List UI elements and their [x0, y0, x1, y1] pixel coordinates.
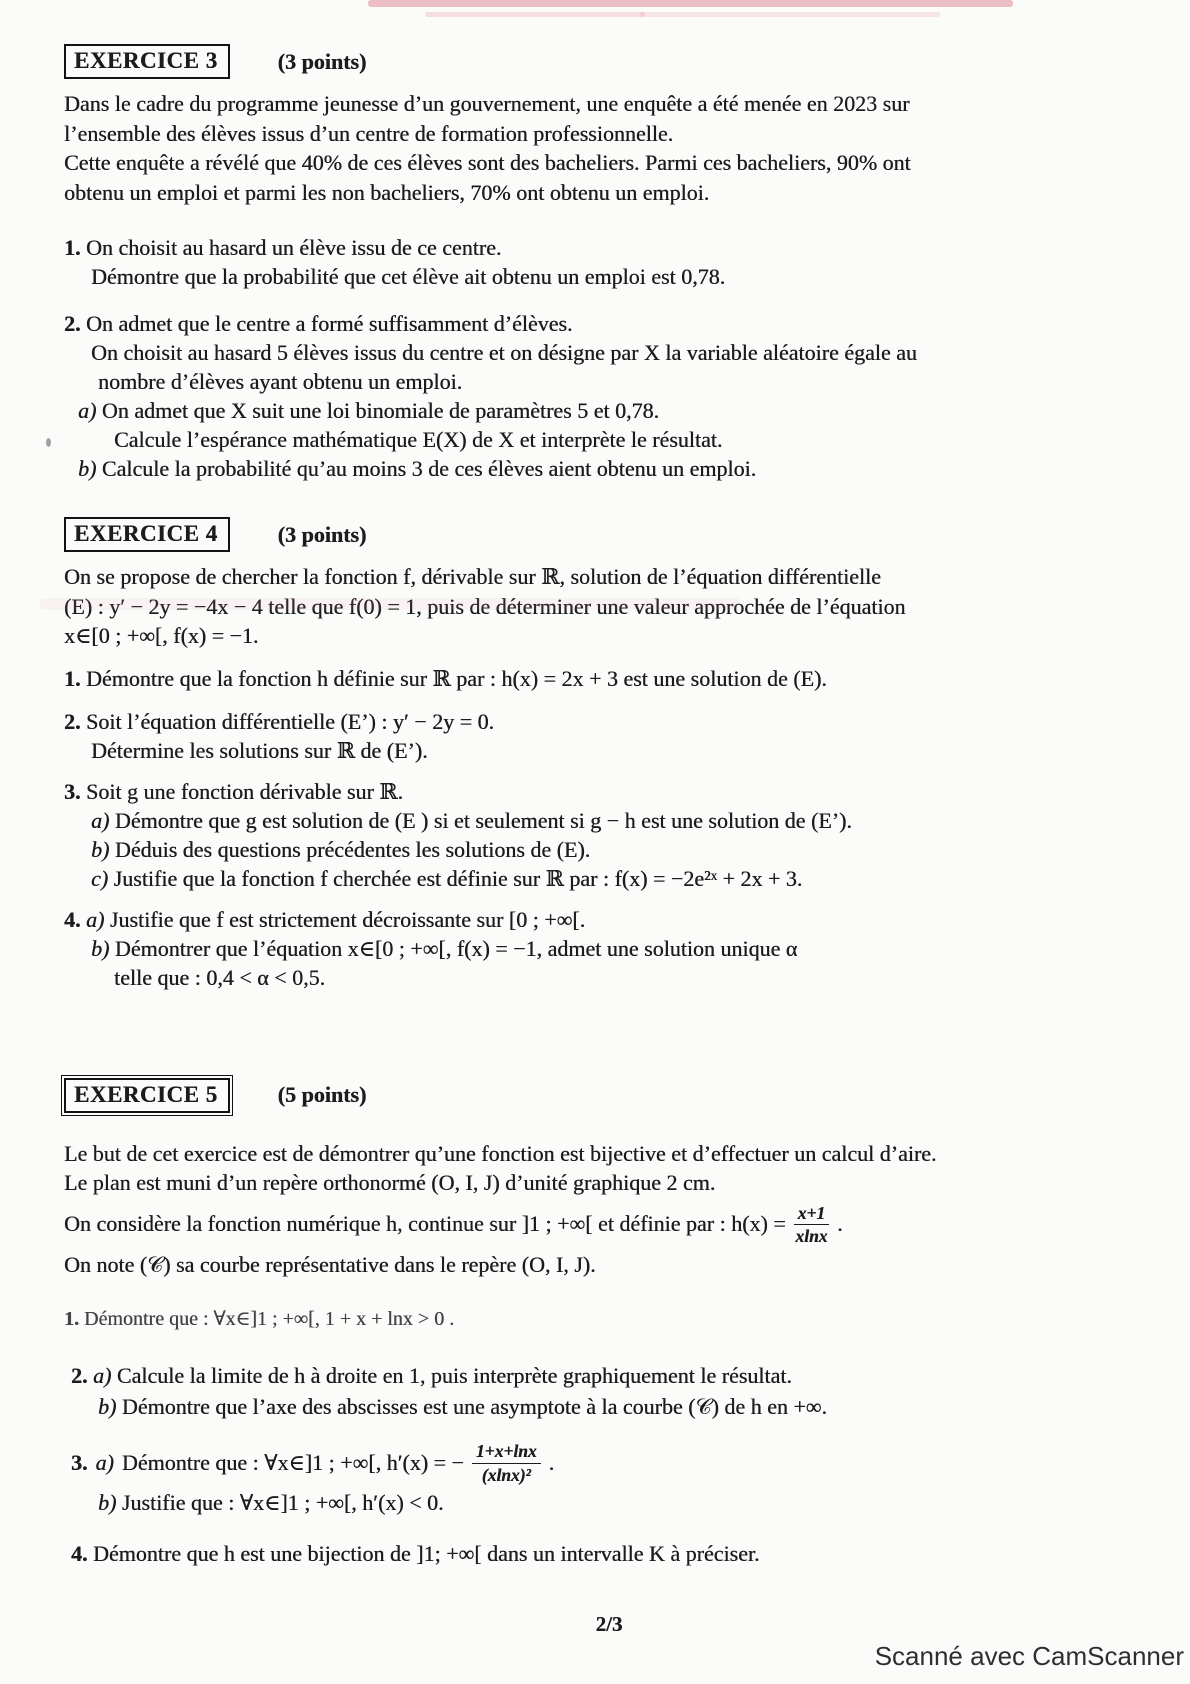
- question-number: 1.: [64, 665, 81, 691]
- text-line: [64, 806, 1154, 835]
- item-label: b): [98, 1490, 117, 1515]
- line-text: Démontre que : ∀x∈]1 ; +∞[, 1 + x + lnx > 0 .: [84, 1308, 455, 1330]
- exercise-5-intro: [64, 1139, 1154, 1280]
- camscanner-watermark: Scanné avec CamScanner: [874, 1641, 1184, 1671]
- exercise-3-title: EXERCICE 3: [64, 44, 230, 79]
- question-number: 2.: [64, 708, 81, 734]
- red-scan-artifact: [368, 0, 1013, 7]
- text-line: Détermine les solutions sur ℝ de (E’).: [91, 737, 428, 763]
- text-line: [64, 905, 1154, 934]
- line-text: Démontre que : ∀x∈]1 ; +∞[, h′(x) = −: [121, 1449, 464, 1475]
- question-number: 3.: [71, 1449, 88, 1475]
- line-text: On admet que X suit une loi binomiale de paramètres 5 et 0,78.: [101, 398, 660, 423]
- question-number: 4.: [71, 1541, 88, 1566]
- pink-scan-streak: [40, 598, 740, 610]
- fraction: [794, 1203, 829, 1246]
- exercise-4-question-4: [64, 905, 1154, 992]
- item-label: a): [91, 807, 110, 833]
- line-text: Justifie que f est strictement décroissante sur [0 ; +∞[.: [109, 906, 586, 932]
- page-number: 2/3: [595, 1612, 623, 1636]
- text-line: obtenu un emploi et parmi les non bacheliers, 70% ont obtenu un emploi.: [64, 179, 710, 205]
- exercise-4-question-2: [64, 707, 1154, 765]
- text-line: [64, 664, 1154, 693]
- item-label: b): [91, 836, 110, 862]
- item-label: b): [91, 935, 110, 961]
- text-line: [64, 835, 1154, 864]
- item-label: a): [93, 1363, 112, 1388]
- fraction: [472, 1441, 541, 1484]
- line-text: Justifie que : ∀x∈]1 ; +∞[, h′(x) < 0.: [121, 1490, 444, 1515]
- line-text: Déduis des questions précédentes les solutions de (E).: [114, 836, 591, 862]
- fraction-denominator: xlnx: [795, 1226, 828, 1246]
- text-line: [64, 1305, 1154, 1334]
- exercise-4-header: [64, 517, 1154, 552]
- exercise-5-points: (5 points): [277, 1082, 367, 1107]
- red-scan-artifact: [425, 12, 645, 17]
- exercise-5: [64, 1078, 1154, 1569]
- text-line: [64, 1391, 1154, 1422]
- question-number: 1.: [64, 1308, 79, 1330]
- text-line: [64, 864, 1154, 893]
- text-line: Démontre que la probabilité que cet élève ait obtenu un emploi est 0,78.: [91, 264, 726, 289]
- text-line: [64, 1360, 1154, 1391]
- fraction-denominator: (xlnx)²: [481, 1464, 531, 1485]
- exercise-5-question-4: [64, 1539, 1154, 1568]
- line-text: Démontrer que l’équation x∈[0 ; +∞[, f(x) = −1, admet une solution unique α: [114, 935, 798, 961]
- text-line: nombre d’élèves ayant obtenu un emploi.: [98, 369, 463, 394]
- exercise-3: [64, 44, 1154, 483]
- text-line: Le plan est muni d’un repère orthonormé (O, I, J) d’unité graphique 2 cm.: [64, 1170, 716, 1195]
- line-text: Démontre que la fonction h définie sur ℝ par : h(x) = 2x + 3 est une solution de (E).: [86, 665, 827, 691]
- text-line: On note (𝒞) sa courbe représentative dans le repère (O, I, J).: [64, 1251, 596, 1277]
- text-line: Calcule l’espérance mathématique E(X) de X et interprète le résultat.: [114, 427, 723, 452]
- exercise-3-points: (3 points): [277, 48, 367, 74]
- exercise-5-header: [64, 1078, 1154, 1113]
- fraction-numerator: 1+x+lnx: [472, 1441, 541, 1463]
- line-text: On choisit au hasard un élève issu de ce centre.: [86, 235, 502, 260]
- function-definition-line: [64, 1198, 1154, 1250]
- question-number: 4.: [64, 906, 81, 932]
- item-label: c): [91, 865, 109, 891]
- red-scan-artifact: [640, 12, 940, 17]
- text-line: [64, 396, 1154, 425]
- line-text: Démontre que h est une bijection de ]1; +∞[ dans un intervalle K à préciser.: [93, 1541, 760, 1566]
- text-line: [64, 1539, 1154, 1568]
- question-number: 1.: [64, 235, 81, 260]
- text-line: l’ensemble des élèves issus d’un centre de formation professionnelle.: [64, 120, 674, 146]
- text-line: [64, 707, 1154, 736]
- text-line: Cette enquête a révélé que 40% de ces élèves sont des bacheliers. Parmi ces bacheliers, 90% ont: [64, 150, 911, 175]
- scan-speck: [46, 438, 51, 447]
- line-text: On admet que le centre a formé suffisamment d’élèves.: [86, 311, 573, 336]
- line-text: .: [837, 1210, 843, 1236]
- text-line: (E) : y′ − 2y = −4x − 4 telle que f(0) = 1, puis de déterminer une valeur approchée de l’équation: [64, 593, 906, 619]
- exercise-4: [64, 517, 1154, 992]
- text-line: x∈[0 ; +∞[, f(x) = −1.: [64, 623, 259, 648]
- text-line: [64, 233, 1154, 262]
- item-label: a): [86, 906, 105, 932]
- exercise-5-question-2: [64, 1360, 1154, 1422]
- exercise-4-question-1: [64, 664, 1154, 693]
- item-label: b): [98, 1394, 117, 1419]
- exercise-5-question-3: [64, 1436, 1154, 1517]
- line-text: Soit l’équation différentielle (E’) : y′ − 2y = 0.: [86, 708, 495, 734]
- line-text: Soit g une fonction dérivable sur ℝ.: [86, 778, 404, 804]
- text-line: Le but de cet exercice est de démontrer qu’une fonction est bijective et d’effectuer un calcul d’aire.: [64, 1140, 937, 1166]
- item-label: a): [95, 1449, 114, 1475]
- item-label: a): [78, 398, 97, 423]
- line-text: Calcule la probabilité qu’au moins 3 de ces élèves aient obtenu un emploi.: [101, 456, 757, 481]
- text-line: Dans le cadre du programme jeunesse d’un gouvernement, une enquête a été menée en 2023 sur: [64, 91, 910, 116]
- exercise-4-points: (3 points): [277, 521, 367, 547]
- text-line: On choisit au hasard 5 élèves issus du centre et on désigne par X la variable aléatoire égale au: [91, 340, 917, 365]
- question-number: 3.: [64, 778, 81, 804]
- item-label: b): [78, 456, 97, 481]
- question-number: 2.: [64, 311, 81, 336]
- exercise-5-question-1: [64, 1305, 1154, 1334]
- exercise-3-header: [64, 44, 1154, 79]
- line-text: Justifie que la fonction f cherchée est définie sur ℝ par : f(x) = −2e²ˣ + 2x + 3.: [113, 865, 803, 891]
- text-line: On se propose de chercher la fonction f, dérivable sur ℝ, solution de l’équation différentielle: [64, 564, 881, 589]
- text-line: [64, 1488, 1154, 1517]
- line-text: .: [548, 1449, 555, 1475]
- text-line: [64, 309, 1154, 338]
- question-number: 2.: [71, 1363, 88, 1388]
- line-text: Démontre que g est solution de (E ) si et seulement si g − h est une solution de (E’).: [114, 807, 852, 833]
- text-line: [64, 454, 1154, 483]
- exercise-5-title: EXERCICE 5: [64, 1078, 230, 1113]
- exercise-3-question-1: [64, 233, 1154, 291]
- derivative-formula-line: [64, 1436, 1154, 1488]
- exercise-4-question-3: [64, 777, 1154, 893]
- text-line: [64, 777, 1154, 806]
- line-text: Calcule la limite de h à droite en 1, puis interprète graphiquement le résultat.: [116, 1363, 792, 1388]
- fraction-numerator: x+1: [794, 1203, 829, 1225]
- line-text: On considère la fonction numérique h, continue sur ]1 ; +∞[ et définie par : h(x) =: [64, 1210, 786, 1236]
- line-text: Démontre que l’axe des abscisses est une asymptote à la courbe (𝒞) de h en +∞.: [121, 1394, 827, 1419]
- exercise-3-intro: [64, 89, 1154, 207]
- exercise-3-question-2: [64, 309, 1154, 483]
- text-line: [64, 934, 1154, 963]
- exercise-4-title: EXERCICE 4: [64, 517, 230, 552]
- text-line: telle que : 0,4 < α < 0,5.: [114, 964, 326, 990]
